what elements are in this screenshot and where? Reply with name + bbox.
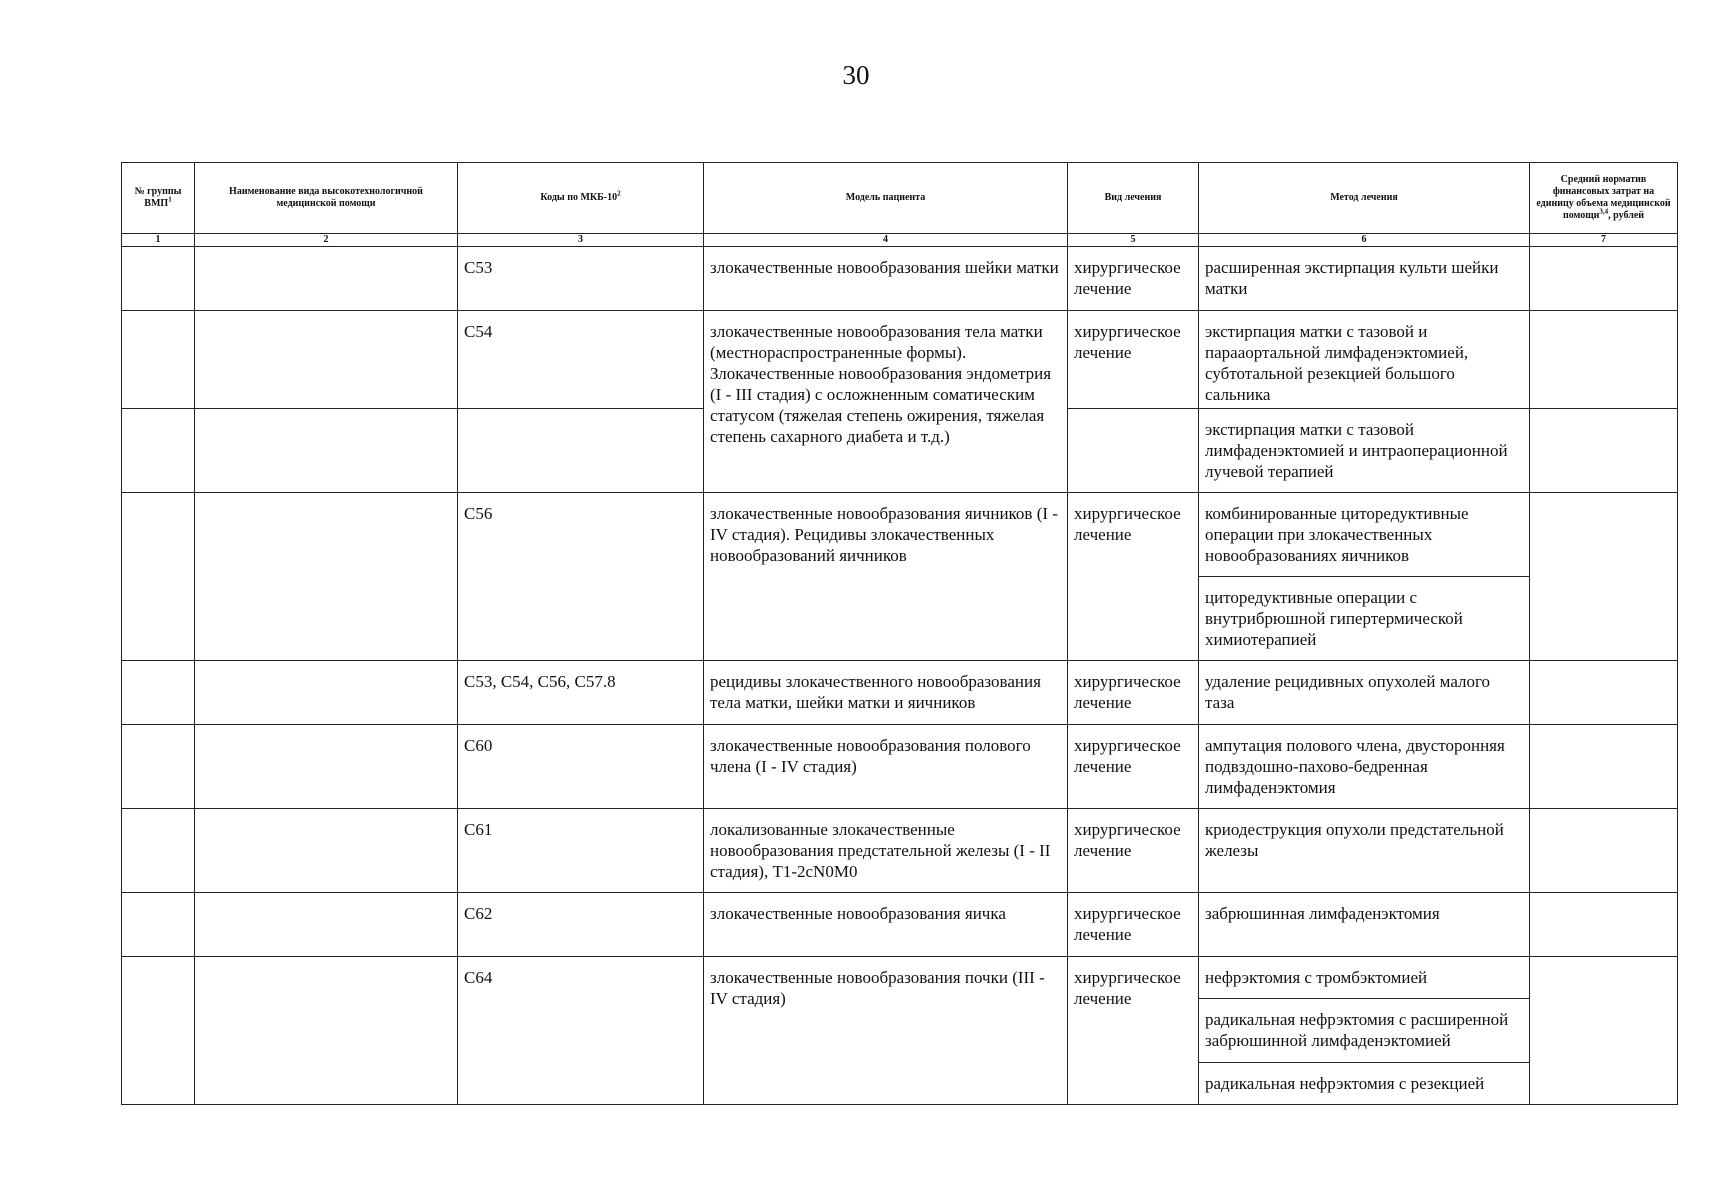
treatment-type-cell: хирургическое лечение bbox=[1068, 725, 1199, 809]
care-type-cell bbox=[195, 893, 458, 957]
care-type-cell bbox=[195, 311, 458, 409]
cost-cell bbox=[1530, 247, 1678, 311]
table-row bbox=[122, 893, 1678, 957]
column-number: 7 bbox=[1530, 234, 1678, 247]
column-number: 1 bbox=[122, 234, 195, 247]
icd-code-cell: C60 bbox=[458, 725, 704, 809]
group-cell bbox=[122, 311, 195, 409]
patient-model-cell: рецидивы злокачественного новообразования тела матки, шейки матки и яичников bbox=[704, 661, 1068, 725]
header-treatment-type: Вид лечения bbox=[1068, 163, 1199, 234]
treatment-type-cell: хирургическое лечение bbox=[1068, 247, 1199, 311]
cost-cell bbox=[1530, 957, 1678, 1105]
care-type-cell bbox=[195, 409, 458, 493]
group-cell bbox=[122, 809, 195, 893]
care-type-cell bbox=[195, 247, 458, 311]
treatment-method-cell: забрюшинная лимфаденэктомия bbox=[1199, 893, 1530, 957]
icd-code-cell: C64 bbox=[458, 957, 704, 1105]
column-number: 3 bbox=[458, 234, 704, 247]
cost-cell bbox=[1530, 893, 1678, 957]
group-cell bbox=[122, 725, 195, 809]
table-row bbox=[122, 725, 1678, 809]
patient-model-cell: злокачественные новообразования яичка bbox=[704, 893, 1068, 957]
header-group-number: № группы ВМП$^1$ bbox=[122, 163, 195, 234]
treatment-type-cell: хирургическое лечение bbox=[1068, 893, 1199, 957]
table-row bbox=[122, 661, 1678, 725]
patient-model-cell: злокачественные новообразования почки (III - IV стадия) bbox=[704, 957, 1068, 1105]
cost-cell bbox=[1530, 311, 1678, 409]
patient-model-cell: злокачественные новообразования тела матки (местнораспространенные формы). Злокачественные новообразования эндометрия (I - III стадия) с осложненным соматическим статусом (тяжелая степень ожирения, тяжелая степень сахарного диабета и т.д.) bbox=[704, 311, 1068, 493]
treatment-method-cell: экстирпация матки с тазовой и парааортальной лимфаденэктомией, субтотальной резекцией большого сальника bbox=[1199, 311, 1530, 409]
cost-cell bbox=[1530, 725, 1678, 809]
column-number: 2 bbox=[195, 234, 458, 247]
header-avg-cost: Средний норматив финансовых затрат на единицу объема медицинской помощи$^{3,4}$, рублей bbox=[1530, 163, 1678, 234]
treatment-method-cell: радикальная нефрэктомия с резекцией bbox=[1199, 1063, 1530, 1105]
table-row bbox=[122, 247, 1678, 311]
cost-cell bbox=[1530, 493, 1678, 661]
treatment-type-cell bbox=[1068, 409, 1199, 493]
treatment-method-cell: нефрэктомия с тромбэктомией bbox=[1199, 957, 1530, 999]
table-row bbox=[122, 809, 1678, 893]
group-cell bbox=[122, 409, 195, 493]
care-type-cell bbox=[195, 809, 458, 893]
group-cell bbox=[122, 247, 195, 311]
cost-cell bbox=[1530, 661, 1678, 725]
treatment-method-cell: удаление рецидивных опухолей малого таза bbox=[1199, 661, 1530, 725]
treatment-method-cell: комбинированные циторедуктивные операции при злокачественных новообразованиях яичников bbox=[1199, 493, 1530, 577]
group-cell bbox=[122, 493, 195, 661]
group-cell bbox=[122, 661, 195, 725]
column-number: 4 bbox=[704, 234, 1068, 247]
care-type-cell bbox=[195, 493, 458, 661]
patient-model-cell: злокачественные новообразования яичников (I - IV стадия). Рецидивы злокачественных новообразований яичников bbox=[704, 493, 1068, 661]
treatment-type-cell: хирургическое лечение bbox=[1068, 311, 1199, 409]
cost-cell bbox=[1530, 809, 1678, 893]
treatment-method-cell: радикальная нефрэктомия с расширенной забрюшинной лимфаденэктомией bbox=[1199, 999, 1530, 1063]
treatment-method-cell: расширенная экстирпация культи шейки матки bbox=[1199, 247, 1530, 311]
treatment-method-cell: ампутация полового члена, двусторонняя подвздошно-пахово-бедренная лимфаденэктомия bbox=[1199, 725, 1530, 809]
patient-model-cell: локализованные злокачественные новообразования предстательной железы (I - II стадия), T1-2cN0M0 bbox=[704, 809, 1068, 893]
treatment-type-cell: хирургическое лечение bbox=[1068, 493, 1199, 661]
care-type-cell bbox=[195, 725, 458, 809]
header-row bbox=[122, 163, 1678, 234]
icd-code-cell: C62 bbox=[458, 893, 704, 957]
icd-code-cell: C54 bbox=[458, 311, 704, 409]
care-type-cell bbox=[195, 661, 458, 725]
vmp-table bbox=[121, 162, 1678, 1105]
treatment-method-cell: криодеструкция опухоли предстательной железы bbox=[1199, 809, 1530, 893]
treatment-method-cell: экстирпация матки с тазовой лимфаденэктомией и интраоперационной лучевой терапией bbox=[1199, 409, 1530, 493]
treatment-type-cell: хирургическое лечение bbox=[1068, 809, 1199, 893]
patient-model-cell: злокачественные новообразования полового члена (I - IV стадия) bbox=[704, 725, 1068, 809]
patient-model-cell: злокачественные новообразования шейки матки bbox=[704, 247, 1068, 311]
icd-code-cell: C61 bbox=[458, 809, 704, 893]
group-cell bbox=[122, 893, 195, 957]
column-number: 5 bbox=[1068, 234, 1199, 247]
table-row bbox=[122, 957, 1678, 999]
table-row bbox=[122, 493, 1678, 577]
group-cell bbox=[122, 957, 195, 1105]
header-care-type: Наименование вида высокотехнологичной медицинской помощи bbox=[195, 163, 458, 234]
icd-code-cell: C53, C54, C56, C57.8 bbox=[458, 661, 704, 725]
treatment-type-cell: хирургическое лечение bbox=[1068, 661, 1199, 725]
page-number: 30 bbox=[842, 60, 870, 90]
header-treatment-method: Метод лечения bbox=[1199, 163, 1530, 234]
table-row bbox=[122, 311, 1678, 409]
header-icd-codes: Коды по МКБ-$10^2$ bbox=[458, 163, 704, 234]
column-number: 6 bbox=[1199, 234, 1530, 247]
care-type-cell bbox=[195, 957, 458, 1105]
header-patient-model: Модель пациента bbox=[704, 163, 1068, 234]
icd-code-cell: C53 bbox=[458, 247, 704, 311]
column-number-row bbox=[122, 234, 1678, 247]
cost-cell bbox=[1530, 409, 1678, 493]
icd-code-cell: C56 bbox=[458, 493, 704, 661]
icd-code-cell bbox=[458, 409, 704, 493]
treatment-method-cell: циторедуктивные операции с внутрибрюшной гипертермической химиотерапией bbox=[1199, 577, 1530, 661]
treatment-type-cell: хирургическое лечение bbox=[1068, 957, 1199, 1105]
